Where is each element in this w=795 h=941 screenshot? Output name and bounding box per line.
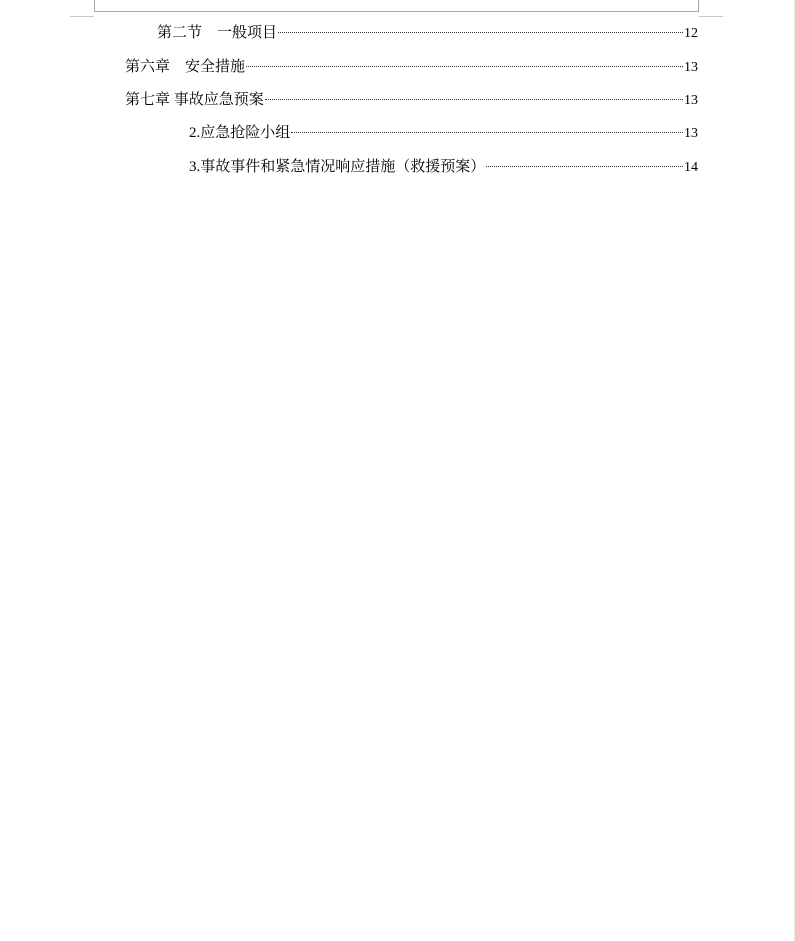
- toc-entry-title: 第七章 事故应急预案: [125, 92, 264, 108]
- page-corner-mark-right: [699, 16, 723, 17]
- toc-entry-title: 第六章 安全措施: [125, 59, 246, 75]
- page-corner-mark-left: [70, 16, 94, 17]
- toc-entry[interactable]: [125, 89, 698, 111]
- toc-entry-title: 2.应急抢险小组: [189, 125, 291, 141]
- toc-entry-title: 第二节 一般项目: [157, 25, 278, 41]
- toc-entry-page-number: 12: [684, 26, 698, 41]
- toc-entry-page-number: 13: [684, 126, 698, 141]
- toc-dot-leader: [291, 132, 683, 133]
- toc-dot-leader: [278, 32, 683, 33]
- toc-dot-leader: [486, 166, 683, 167]
- toc-dot-leader: [265, 99, 683, 100]
- toc-entry[interactable]: [189, 156, 698, 178]
- page-right-margin-mark: [698, 0, 699, 12]
- toc-entry[interactable]: [125, 56, 698, 78]
- toc-entry-page-number: 13: [684, 60, 698, 75]
- toc-entry-page-number: 14: [684, 160, 698, 175]
- toc-entry[interactable]: [189, 122, 698, 144]
- page-left-margin-mark: [94, 0, 95, 12]
- toc-entry-page-number: 13: [684, 93, 698, 108]
- toc-entry[interactable]: [157, 22, 698, 44]
- toc-dot-leader: [246, 66, 683, 67]
- toc-entry-title: 3.事故事件和紧急情况响应措施（救援预案）: [189, 159, 486, 175]
- page-top-margin-line: [94, 11, 699, 12]
